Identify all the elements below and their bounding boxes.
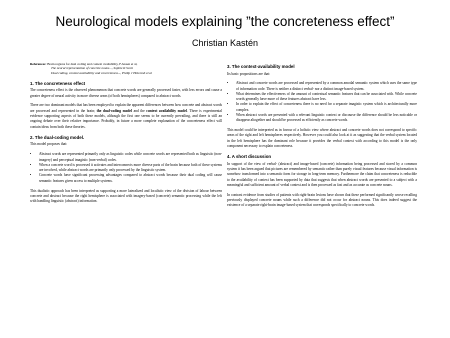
paragraph: This model proposes that:: [30, 142, 68, 147]
paragraph: This dualistic approach has been interpreted as supporting a more lateralized and localistic view of the division of labour between concrete and abstract because the right hemisphere is associated with imagery-based (concrete) semantic processing while the left with handling linguistic (abstract) information.: [30, 188, 222, 204]
reference-2: The neural representation of concrete nouns..., Sophie K Scott: [51, 66, 133, 71]
references-block: [30, 62, 222, 75]
bullet-list: [30, 152, 222, 184]
list-item: • Abstract words are represented primarily only as linguistic codes while concrete words are represented both as linguistic (non-imagery) and perceptual imagistic (non-verbal) codes.: [39, 152, 222, 163]
list-item: • What determines the effectiveness of the amount of contextual semantic features that can be associated with. While concrete words generally have more of these features abstract have less.: [236, 92, 417, 103]
list-item: • In order to explain the effect of concreteness there is no need for a separate imagistic system which is architecturally more complex.: [236, 102, 417, 113]
paragraph: There are two dominant models that has been employed to explain the apparent differences between how concrete and abstract words are processed and represented in the brain; the dual-coding model and the context availability model. There is experimental evidence supporting aspects of both these models, although the first one seems to be currently prevailing, and there is still an ongoing debate over their relative importance. Probably, in future a more complete explanation of the concreteness effect will contain ideas from both these theories.: [30, 103, 222, 129]
list-item: • Concrete words have significant processing advantages compared to abstract words because their dual coding will cause semantic features given access to multiple systems.: [39, 173, 222, 184]
left-column: [30, 62, 222, 330]
section-short-discussion: [227, 154, 417, 208]
paragraph: In contrast evidence from studies of patients with right-brain lesions have shown that these performed significantly worse recalling previously displayed concrete nouns while such a difference did not occur for abstract nouns. This does indeed suggest the existence of a separate right-brain image-based system that corresponds specifically to concrete words.: [227, 192, 417, 208]
section-heading: 2. The dual-coding model.: [30, 134, 85, 140]
paragraph: Its basic propositions are that:: [227, 71, 271, 76]
section-heading: 4. A short discussion: [227, 154, 272, 160]
right-column: [227, 64, 417, 332]
paragraph: This model could be interpreted as in favour of a holistic view where abstract and concrete words does not correspond to specific areas of the right and left hemispheres respectively. However you could also look at it as suggesting that the verbal system located in the left hemisphere has the dominant role because it provides the verbal context with according to this model is the only component necessary to explain concreteness.: [227, 128, 417, 149]
section-dual-coding: [30, 135, 222, 204]
reference-3: Dual coding, context availability and concreteness..., Philip J Holcomb et al: [51, 70, 152, 75]
section-heading: 3. The context-availability model: [227, 64, 295, 69]
reference-1: Brain regions for dual coding and context availability, F.Jessen et al,: [47, 62, 138, 66]
paragraph: In support of the view of verbal- (abstract) and image-based (concrete) information being processed and stored by a common system it has been argued that pictures are remembered by semantic rather than purely visual features because visual information is somehow transformed into a semantic form for storage in long-term memory. Furthermore the claim that concreteness is reducible to the availability of context has been supported by data that suggests that when abstract words are presented to a subject with a meaningful and sufficient amount of verbal context and is then processed as fast and as accurate as concrete nouns.: [227, 161, 417, 188]
section-context-availability: [227, 64, 417, 149]
poster-title: Neurological models explaining ”the concreteness effect”: [55, 14, 395, 29]
bullet-list: [227, 81, 417, 123]
author-name: Christian Kastén: [191, 38, 259, 48]
list-item: • When abstract words are presented with a relevant linguistic context or discourse the difference should be less noticable or disappear altogether and should be processed as efficiently as concrete words.: [236, 113, 417, 124]
references-label: References:: [30, 62, 47, 66]
list-item: • When a concrete word is processed it activates and interconnects more diverse parts of the brain because both of these systems are involved, while abstract words are primarily only processed by the linguistic system.: [39, 163, 222, 174]
list-item: • Abstract and concrete words are processed and represented by a common amodal semantic system which uses the same type of information code. There is neither a distinct verbal- nor a distinct image-based system.: [236, 81, 417, 92]
paragraph: The concreteness effect is the observed phenomenon that concrete words are generally processed faster, with less errors and cause a greater degree of neural activity in more diverse areas (of both hemispheres) compared to abstract words.: [30, 88, 222, 98]
section-heading: 1. The concreteness effect: [30, 80, 86, 86]
section-concreteness-effect: [30, 81, 222, 130]
